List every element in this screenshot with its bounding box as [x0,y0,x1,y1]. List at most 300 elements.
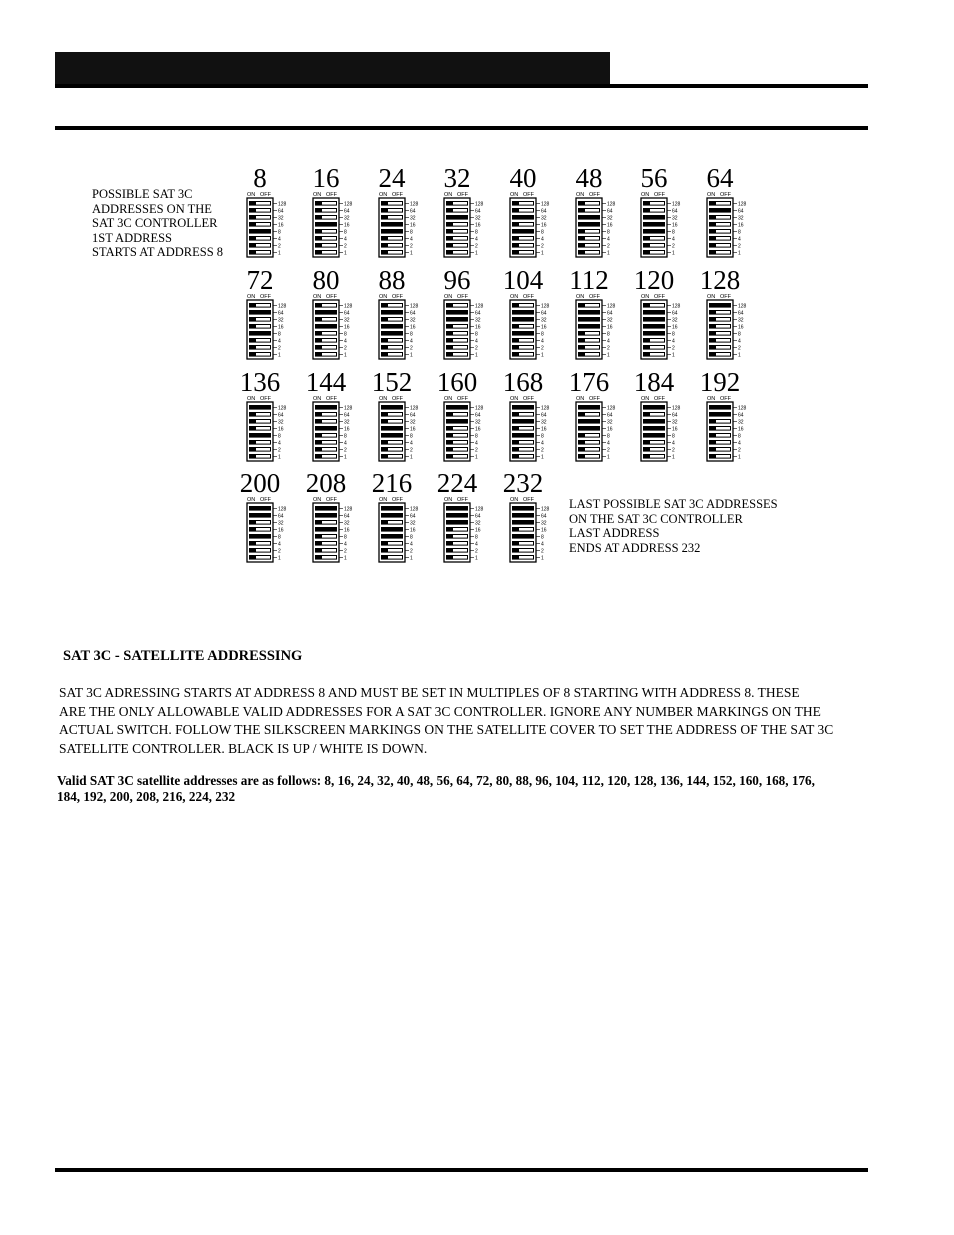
bit-label: 1 [410,250,413,257]
bit-label: 128 [475,201,484,208]
switch-slot [388,251,402,254]
switch-on [578,419,600,424]
off-label: OFF [326,294,337,300]
bit-label: 2 [672,345,675,352]
switch-slot [453,556,467,559]
switch-slot [716,230,730,233]
bit-label: 4 [278,541,281,548]
switch-slot [585,455,599,458]
switch-slot [322,448,336,451]
off-label: OFF [457,396,468,402]
bit-label: 1 [410,352,413,359]
on-label: ON [707,396,716,402]
switch-slot [256,521,270,524]
bit-label: 2 [607,243,610,250]
switch-on [249,433,271,438]
on-label: ON [576,192,585,198]
switch-slot [716,216,730,219]
switch-slot [453,202,467,205]
switch-on [578,324,600,329]
switch-on [446,317,468,322]
bit-label: 16 [475,222,481,229]
bit-label: 2 [278,447,281,454]
bit-label: 4 [738,338,741,345]
switch-on [512,310,534,315]
switch-on [249,310,271,315]
on-label: ON [707,294,716,300]
bit-label: 32 [278,419,284,426]
bit-label: 4 [410,236,413,243]
bit-label: 4 [672,440,675,447]
bit-label: 1 [475,352,478,359]
switch-slot [585,434,599,437]
bit-label: 32 [344,419,350,426]
dip-switch [312,292,354,360]
switch-slot [388,346,402,349]
bit-label: 2 [475,548,478,555]
on-label: ON [247,497,256,503]
off-label: OFF [260,192,271,198]
bit-label: 16 [344,324,350,331]
off-label: OFF [720,192,731,198]
bit-label: 32 [738,215,744,222]
dip-switch [378,190,420,258]
switch-slot [716,441,730,444]
switch-on [643,324,665,329]
switch-body [510,198,536,257]
switch-on [249,506,271,511]
bit-label: 16 [278,324,284,331]
bit-label: 4 [541,338,544,345]
switch-slot [256,244,270,247]
switch-body [247,300,273,359]
bit-label: 1 [541,352,544,359]
switch-on [643,229,665,234]
bit-label: 8 [607,331,610,338]
switch-on [512,506,534,511]
bit-label: 8 [344,331,347,338]
bit-label: 16 [344,222,350,229]
switch-slot [322,420,336,423]
switch-slot [519,556,533,559]
off-label: OFF [260,396,271,402]
switch-slot [322,244,336,247]
bit-label: 16 [344,426,350,433]
switch-on [249,405,271,410]
switch-slot [650,237,664,240]
bit-label: 64 [475,310,481,317]
switch-slot [322,521,336,524]
bit-label: 8 [344,534,347,541]
bit-label: 128 [672,405,681,412]
switch-slot [322,556,336,559]
bit-label: 4 [344,541,347,548]
switch-body [247,198,273,257]
switch-slot [453,325,467,328]
switch-slot [519,244,533,247]
bit-label: 64 [410,412,416,419]
address-number: 32 [443,163,471,193]
bit-label: 128 [541,405,550,412]
bit-label: 8 [607,229,610,236]
switch-slot [322,549,336,552]
address-number: 224 [436,468,478,498]
switch-slot [453,251,467,254]
switch-slot [716,427,730,430]
address-number: 136 [239,367,281,397]
bit-label: 128 [672,201,681,208]
switch-slot [453,542,467,545]
switch-slot [650,304,664,307]
bit-label: 64 [278,310,284,317]
bit-label: 1 [278,555,281,562]
bit-label: 128 [410,201,419,208]
bit-label: 128 [672,303,681,310]
switch-body [641,402,667,461]
dip-switch [443,190,485,258]
switch-slot [716,448,730,451]
switch-slot [256,353,270,356]
switch-slot [519,549,533,552]
switch-slot [453,441,467,444]
off-label: OFF [392,192,403,198]
bit-label: 128 [344,506,353,513]
dip-switch [706,394,748,462]
bit-label: 1 [475,555,478,562]
bit-label: 16 [278,426,284,433]
switch-slot [650,339,664,342]
switch-on [709,412,731,417]
on-label: ON [510,396,519,402]
switch-on [512,534,534,539]
bit-label: 64 [541,412,547,419]
switch-slot [322,318,336,321]
switch-slot [519,202,533,205]
address-number: 168 [502,367,544,397]
switch-body [247,402,273,461]
dip-switch [575,394,617,462]
switch-body [510,402,536,461]
address-number: 144 [305,367,347,397]
bit-label: 32 [344,317,350,324]
bit-label: 2 [541,548,544,555]
switch-on [643,433,665,438]
switch-slot [388,304,402,307]
bit-label: 4 [344,338,347,345]
switch-slot [388,244,402,247]
bit-label: 16 [607,222,613,229]
on-label: ON [576,294,585,300]
switch-slot [388,339,402,342]
switch-slot [322,209,336,212]
bit-label: 4 [672,236,675,243]
switch-slot [716,434,730,437]
on-label: ON [510,192,519,198]
switch-slot [256,209,270,212]
bit-label: 32 [410,520,416,527]
dip-switch [640,292,682,360]
address-number: 184 [633,367,675,397]
dip-switch [509,292,551,360]
bit-label: 16 [672,324,678,331]
switch-slot [453,346,467,349]
dip-switch [509,394,551,462]
switch-slot [519,441,533,444]
dip-switch [443,394,485,462]
bit-label: 128 [607,303,616,310]
bit-label: 2 [475,447,478,454]
switch-on [643,215,665,220]
on-label: ON [379,192,388,198]
bit-label: 64 [475,513,481,520]
on-label: ON [641,294,650,300]
address-number: 160 [436,367,478,397]
on-label: ON [641,396,650,402]
bit-label: 128 [278,405,287,412]
address-number: 40 [509,163,537,193]
address-number: 72 [246,265,274,295]
bit-label: 16 [410,324,416,331]
bit-label: 8 [541,229,544,236]
bit-label: 4 [541,440,544,447]
off-label: OFF [326,497,337,503]
switch-body [313,503,339,562]
bit-label: 128 [410,405,419,412]
bit-label: 1 [410,454,413,461]
off-label: OFF [654,396,665,402]
bit-label: 64 [278,513,284,520]
bit-label: 128 [607,405,616,412]
bit-label: 8 [475,229,478,236]
bit-label: 2 [607,447,610,454]
switch-slot [519,209,533,212]
on-label: ON [510,497,519,503]
switch-on [446,310,468,315]
switch-slot [716,339,730,342]
switch-on [512,520,534,525]
bit-label: 8 [475,433,478,440]
switch-slot [256,216,270,219]
switch-slot [716,353,730,356]
bit-label: 8 [410,331,413,338]
switch-slot [256,528,270,531]
dip-switch [246,394,288,462]
footer-rule [55,1168,868,1172]
bit-label: 16 [278,527,284,534]
bit-label: 4 [541,541,544,548]
bit-label: 1 [672,250,675,257]
bit-label: 16 [738,222,744,229]
bit-label: 1 [278,352,281,359]
bit-label: 2 [738,447,741,454]
switch-slot [716,244,730,247]
switch-slot [519,455,533,458]
bit-label: 128 [607,201,616,208]
switch-slot [585,209,599,212]
switch-slot [519,237,533,240]
switch-slot [388,448,402,451]
dip-switch [312,394,354,462]
address-number: 48 [575,163,603,193]
switch-slot [519,353,533,356]
header-rule [55,84,868,88]
address-number: 152 [371,367,413,397]
bit-label: 4 [475,236,478,243]
bit-label: 2 [672,447,675,454]
off-label: OFF [260,497,271,503]
on-label: ON [313,294,322,300]
switch-on [381,527,403,532]
switch-on [578,426,600,431]
switch-slot [256,318,270,321]
bit-label: 2 [410,548,413,555]
bit-label: 1 [344,454,347,461]
switch-on [381,222,403,227]
bit-label: 8 [278,534,281,541]
switch-on [381,324,403,329]
switch-slot [585,339,599,342]
switch-slot [650,441,664,444]
switch-slot [650,202,664,205]
switch-on [446,215,468,220]
address-number: 96 [443,265,471,295]
bit-label: 2 [410,243,413,250]
dip-switch [706,190,748,258]
bit-label: 8 [410,229,413,236]
dip-switch [378,394,420,462]
address-number: 64 [706,163,734,193]
switch-slot [322,434,336,437]
bit-label: 32 [278,317,284,324]
bit-label: 128 [475,506,484,513]
switch-slot [256,251,270,254]
dip-switch [509,190,551,258]
switch-slot [322,237,336,240]
switch-slot [256,420,270,423]
switch-on [446,506,468,511]
switch-slot [585,353,599,356]
bit-label: 64 [738,310,744,317]
bit-label: 1 [344,352,347,359]
address-number: 208 [305,468,347,498]
bit-label: 4 [410,440,413,447]
bit-label: 32 [541,215,547,222]
bit-label: 64 [672,412,678,419]
bit-label: 32 [410,419,416,426]
switch-slot [453,535,467,538]
switch-slot [256,549,270,552]
switch-body [576,198,602,257]
switch-on [381,433,403,438]
dip-switch [706,292,748,360]
switch-slot [716,311,730,314]
bit-label: 2 [475,345,478,352]
switch-on [709,405,731,410]
bit-label: 8 [410,433,413,440]
bit-label: 4 [475,338,478,345]
switch-on [315,222,337,227]
switch-on [315,527,337,532]
switch-on [446,405,468,410]
bit-label: 64 [278,208,284,215]
bit-label: 32 [672,215,678,222]
bit-label: 16 [475,324,481,331]
switch-slot [388,216,402,219]
off-label: OFF [326,192,337,198]
switch-slot [716,237,730,240]
bit-label: 32 [410,215,416,222]
switch-on [643,310,665,315]
bit-label: 4 [738,440,741,447]
on-label: ON [707,192,716,198]
switch-slot [585,230,599,233]
switch-slot [585,413,599,416]
bit-label: 64 [541,208,547,215]
switch-slot [388,202,402,205]
bit-label: 64 [410,208,416,215]
bit-label: 128 [278,506,287,513]
switch-on [512,331,534,336]
switch-slot [322,441,336,444]
bit-label: 1 [672,454,675,461]
bit-label: 128 [410,506,419,513]
bit-label: 16 [278,222,284,229]
switch-on [643,405,665,410]
switch-body [379,503,405,562]
switch-slot [388,420,402,423]
bit-label: 32 [475,520,481,527]
switch-body [444,503,470,562]
dip-switch [378,292,420,360]
switch-slot [519,304,533,307]
bit-label: 16 [410,426,416,433]
bit-label: 32 [738,419,744,426]
header-bar [55,52,610,85]
switch-slot [256,542,270,545]
bit-label: 8 [475,331,478,338]
bit-label: 8 [475,534,478,541]
switch-slot [388,441,402,444]
bit-label: 2 [738,345,741,352]
switch-slot [388,353,402,356]
bit-label: 4 [410,541,413,548]
switch-on [643,419,665,424]
switch-on [249,534,271,539]
bit-label: 2 [410,345,413,352]
switch-slot [256,339,270,342]
bit-label: 64 [475,412,481,419]
section-title: SAT 3C - SATELLITE ADDRESSING [63,648,303,664]
bit-label: 16 [475,426,481,433]
bit-label: 64 [672,310,678,317]
switch-on [446,419,468,424]
bit-label: 128 [344,405,353,412]
switch-on [578,310,600,315]
switch-on [512,229,534,234]
switch-on [709,208,731,213]
addressing-paragraph: SAT 3C ADRESSING STARTS AT ADDRESS 8 AND MUST BE SET IN MULTIPLES OF 8 STARTING WITH ADDRESS 8. THESE ARE THE ONLY ALLOWABLE VALID ADDRESSES FOR A SAT 3C CONTROLLER. IGNORE ANY NUMBER MARKINGS ON THE ACTUAL SWITCH. FOLLOW THE SILKSCREEN MARKINGS ON THE SATELLITE COVER TO SET THE ADDRESS OF THE SAT 3C SATELLITE CONTROLLER. BLACK IS UP / WHITE IS DOWN. [59,685,834,756]
bit-label: 16 [541,324,547,331]
bit-label: 1 [607,250,610,257]
bit-label: 128 [344,303,353,310]
switch-body [313,198,339,257]
bit-label: 4 [344,440,347,447]
off-label: OFF [523,396,534,402]
top-rule [55,126,868,130]
address-number: 24 [378,163,406,193]
off-label: OFF [654,294,665,300]
bit-label: 16 [672,222,678,229]
